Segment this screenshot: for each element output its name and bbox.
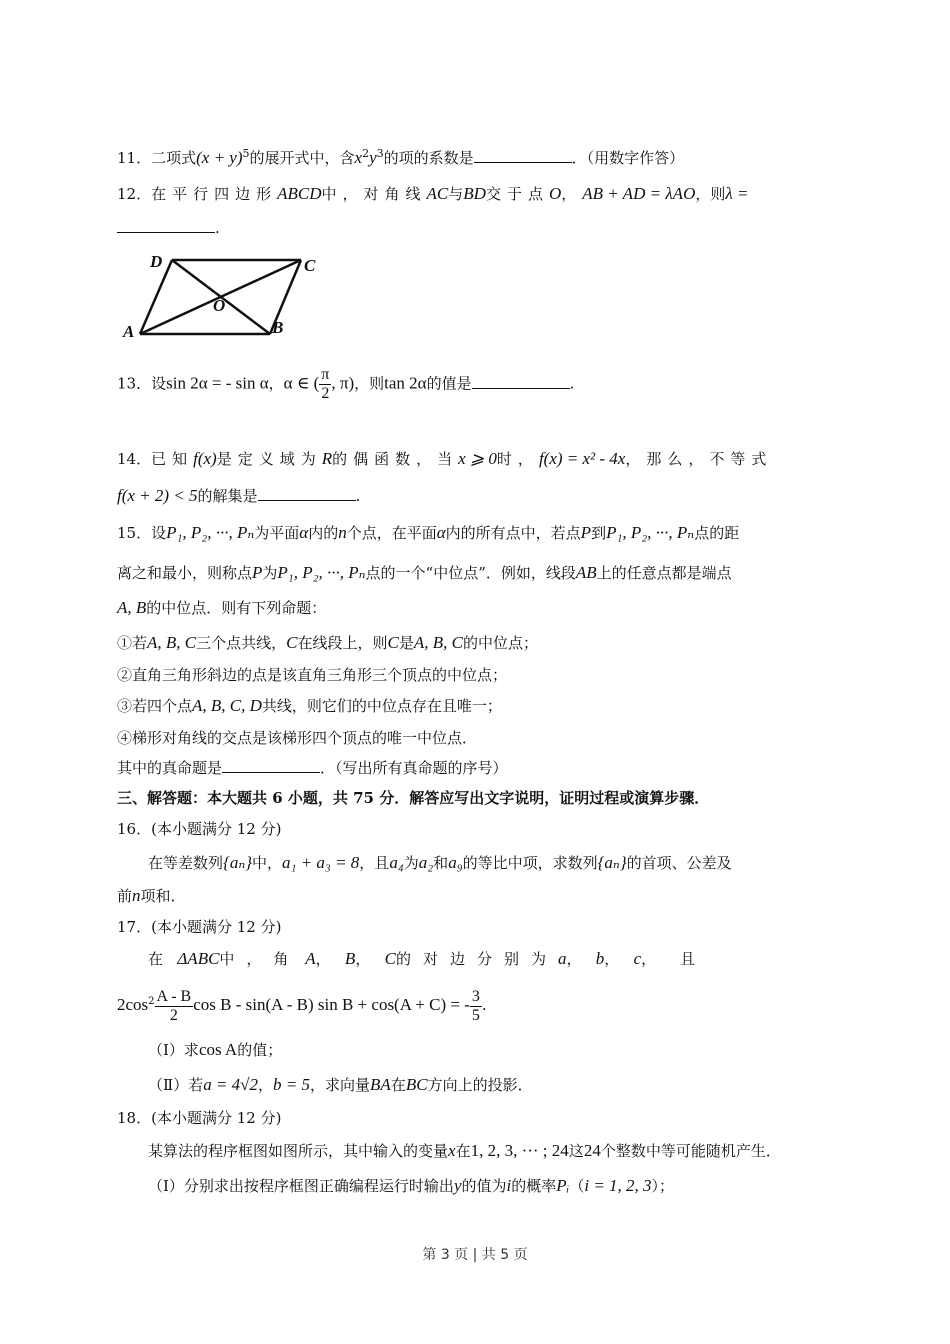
q16-eq: a₁ + a₃ = 8	[282, 853, 360, 872]
q17-score: (本小题满分 12 分)	[151, 918, 282, 936]
q17-part1	[148, 1039, 282, 1061]
prop-text: 共线，则它们的中位点存在且唯一；	[261, 697, 502, 715]
q18-range: 1, 2, 3, ··· ; 24	[470, 1141, 569, 1160]
q15-points3: P₁, P₂, ···, Pₙ	[277, 563, 366, 582]
q17-part2-b: b = 5	[273, 1075, 311, 1094]
q16-line2-text2: 项和．	[140, 887, 186, 905]
diagram-label-c: C	[304, 256, 316, 275]
q13-text3: ，则	[354, 374, 385, 393]
q17-part2	[148, 1074, 533, 1096]
q18-part1-label: （Ⅰ）分别求出按程序框图正确编程运行时输出	[148, 1177, 454, 1195]
q14-r: R	[321, 449, 333, 468]
q15-text7: 点的距	[694, 524, 740, 542]
q15-answer-text: 其中的真命题是	[117, 759, 223, 777]
q17-A: A	[305, 949, 316, 968]
q15-text4: 个点，在平面	[346, 524, 437, 542]
q13-text4: 的值是	[426, 374, 472, 393]
q17-part2-text2: 在	[390, 1076, 406, 1094]
q11-text3: 的项的系数是	[383, 149, 474, 167]
q15-text5: 内的所有点中，若点	[445, 524, 581, 542]
q15-points2: P₁, P₂, ···, Pₙ	[606, 523, 695, 542]
q18-y: y	[453, 1176, 462, 1195]
q17-text4: 且	[680, 950, 696, 968]
q11-x: x	[354, 148, 363, 167]
q15-line2-text3: 点的一个“中位点”．例如，线段	[365, 564, 576, 582]
q14-text2: 是定义域为	[216, 450, 322, 468]
q16-line2-text: 前	[117, 887, 133, 905]
q17-eq-pre: 2cos	[117, 995, 149, 1014]
q14-line2	[117, 484, 360, 507]
q13-alpha-in: α ∈ (	[283, 373, 320, 393]
q17-b: b	[595, 949, 605, 968]
q12-text5: ，	[561, 185, 577, 203]
q13-text: 设	[151, 374, 167, 393]
q12-bd: BD	[463, 184, 486, 203]
q14-text3: 的偶函数，当	[332, 450, 459, 468]
q17-part1-math: cos A	[198, 1040, 238, 1059]
q12-lambda: λ =	[725, 184, 749, 203]
q14-answer-blank[interactable]	[258, 484, 356, 501]
q17-c: c	[633, 949, 642, 968]
q11-binomial: (x + y)	[196, 148, 243, 167]
q15-line2	[117, 562, 732, 584]
q11-y-exp: 3	[376, 147, 384, 160]
q16-an: {aₙ}	[223, 853, 253, 872]
q15-answer-line	[117, 756, 508, 779]
diagram-label-o: O	[213, 296, 226, 315]
q12-answer-line	[117, 216, 220, 239]
q15-p2: P	[252, 563, 263, 582]
q16-text3: ，且	[359, 854, 390, 872]
q17-triangle: ΔABC	[177, 949, 220, 968]
q13-tan: tan 2α	[384, 373, 427, 393]
q18-text2: 在	[455, 1142, 471, 1160]
q18-part1-text4: ）；	[651, 1177, 675, 1195]
q15-alpha2: α	[436, 523, 446, 542]
q13-fraction	[319, 366, 331, 403]
q17-frac-num: A - B	[156, 987, 192, 1005]
q17-part2-ba: BA	[370, 1075, 391, 1094]
q13-end: .	[569, 374, 575, 393]
prop-text: 是	[398, 634, 414, 652]
q17-part2-label: （Ⅱ）若	[148, 1076, 204, 1094]
q17-equation	[117, 982, 487, 1025]
q12-text6: ，则	[695, 185, 726, 203]
question-13	[117, 366, 574, 403]
q15-alpha: α	[299, 523, 309, 542]
q17-frac-den: 2	[169, 1006, 178, 1024]
q14-condition: x ⩾ 0	[458, 449, 497, 468]
q17-eq-fraction	[155, 988, 194, 1025]
q18-part1-text3: （	[569, 1177, 585, 1195]
q17-a: a	[557, 949, 567, 968]
diagram-label-d: D	[150, 252, 163, 271]
q18-text4: 个整数中等可能随机产生．	[600, 1142, 781, 1160]
q11-number: 11．	[117, 149, 152, 167]
q15-line3-ab: A, B	[117, 598, 147, 617]
q15-prop-1	[117, 632, 538, 654]
q16-text6: 的等比中项，求数列	[462, 854, 598, 872]
q16-text: 在等差数列	[148, 854, 224, 872]
q18-part1-text2: 的概率	[511, 1177, 557, 1195]
q14-text6: 的解集是	[197, 487, 258, 505]
q17-eq-end: .	[481, 996, 487, 1014]
q15-line2-text4: 上的任意点都是端点	[596, 564, 732, 582]
q12-end: .	[215, 219, 220, 237]
parallelogram-diagram	[118, 250, 348, 354]
prop-math: C	[387, 633, 399, 652]
q13-comma: ，	[268, 374, 284, 393]
q17-part2-sep: ，	[258, 1076, 274, 1094]
q15-line2-text: 离之和最小，则称点	[117, 564, 253, 582]
q15-answer-blank[interactable]	[222, 756, 320, 773]
q14-fdef: f(x) = x² - 4x	[538, 449, 626, 468]
q16-body	[148, 852, 732, 874]
q18-icond: i = 1, 2, 3	[584, 1176, 652, 1195]
q14-inequality: f(x + 2) < 5	[117, 486, 198, 505]
q17-part2-bc: BC	[405, 1075, 428, 1094]
q18-x: x	[448, 1141, 456, 1160]
q17-eq-square: 2	[148, 996, 155, 1007]
q12-text2: 中，对角线	[321, 185, 427, 203]
q11-y: y	[369, 148, 377, 167]
q17-text2: 中，角	[219, 950, 301, 968]
q11-exponent: 5	[242, 147, 250, 160]
q17-rhs-fraction	[470, 988, 482, 1025]
q16-a2: a₂	[418, 853, 434, 872]
q15-line2-text2: 为	[262, 564, 278, 582]
q18-body	[148, 1140, 781, 1162]
q16-a9: a₉	[448, 853, 463, 872]
q15-text3: 内的	[308, 524, 339, 542]
section-3-heading: 三、解答题：本大题共 6 小题，共 75 分．解答应写出文字说明，证明过程或演算步骤．	[117, 789, 710, 807]
q13-equation: sin 2α = - sin α	[166, 373, 269, 393]
q13-frac-den: 2	[319, 384, 331, 403]
q15-text6: 到	[591, 524, 607, 542]
q15-prop-3	[117, 695, 502, 717]
q16-text2: 中，	[252, 854, 283, 872]
q17-part2-text3: 方向上的投影．	[427, 1076, 533, 1094]
prop-math: C	[286, 633, 298, 652]
question-14	[117, 448, 772, 470]
q16-number: 16．	[117, 820, 152, 838]
q15-n: n	[338, 523, 347, 542]
q18-part1-text: 的值为	[461, 1177, 507, 1195]
q12-ac: AC	[426, 184, 449, 203]
q11-text2: 的展开式中，含	[249, 149, 355, 167]
q17-C: C	[384, 949, 396, 968]
prop-math: A, B, C	[413, 633, 463, 652]
question-18-header	[117, 1107, 281, 1129]
q15-text: 设	[151, 524, 167, 542]
q18-number: 18．	[117, 1109, 152, 1127]
q15-text2: 为平面	[254, 524, 300, 542]
q12-number: 12．	[117, 185, 152, 203]
q11-x-exp: 2	[362, 147, 370, 160]
q18-part1	[148, 1175, 674, 1197]
q17-B: B	[344, 949, 356, 968]
q15-prop-2	[117, 664, 507, 686]
q14-end: .	[355, 487, 361, 505]
q14-text5: ，那么，不等式	[625, 450, 773, 468]
q17-part2-text: ，求向量	[310, 1076, 371, 1094]
q14-number: 14．	[117, 450, 152, 468]
question-17-header	[117, 916, 281, 938]
q17-text3: 的对边分别为	[395, 950, 558, 968]
q18-text3: 这	[568, 1142, 584, 1160]
q15-answer-text2: ．（写出所有真命题的序号）	[320, 759, 508, 777]
q12-answer-blank[interactable]	[117, 216, 215, 233]
q15-line3-text: 的中位点．则有下列命题：	[146, 599, 327, 617]
q18-text: 某算法的程序框图如图所示，其中输入的变量	[148, 1142, 449, 1160]
diagram-label-b: B	[272, 318, 284, 337]
q11-text4: ．（用数字作答）	[571, 149, 685, 167]
prop-text: 三个点共线，	[196, 634, 287, 652]
q13-number: 13．	[117, 374, 152, 393]
q17-rhs-den: 5	[471, 1006, 480, 1024]
q18-pi: Pᵢ	[556, 1176, 570, 1195]
q17-part2-a: a = 4√2	[203, 1075, 259, 1094]
prop-mark: ①	[117, 634, 133, 652]
q17-body: 在 ΔABC中，角 A， B， C的对边分别为a， b， c， 且	[148, 949, 696, 968]
q12-equation: AB + AD = λAO	[582, 184, 696, 203]
q17-part1-label: （Ⅰ）求	[148, 1041, 199, 1059]
q13-answer-blank[interactable]	[472, 372, 570, 389]
q14-text: 已知	[151, 450, 194, 468]
q12-abcd: ABCD	[277, 184, 322, 203]
diagram-label-a: A	[123, 322, 135, 341]
question-12	[117, 183, 748, 205]
q18-n24: 24	[583, 1141, 601, 1160]
q16-text5: 和	[433, 854, 449, 872]
q15-prop-4	[117, 727, 477, 749]
q15-ab: AB	[575, 563, 597, 582]
prop-mark: ④	[117, 729, 133, 747]
question-11	[117, 143, 684, 169]
q12-o: O	[548, 184, 562, 203]
prop-text: 直角三角形斜边的点是该直角三角形三个顶点的中位点；	[132, 666, 508, 684]
prop-text: 的中位点；	[462, 634, 538, 652]
q16-an2: {aₙ}	[597, 853, 627, 872]
q11-answer-blank[interactable]	[474, 146, 572, 163]
prop-mark: ③	[117, 697, 133, 715]
q11-text: 二项式	[151, 149, 197, 167]
q17-eq-mid: cos B - sin(A - B) sin B + cos(A + C) = -	[193, 995, 470, 1014]
q17-part1-text: 的值；	[237, 1041, 283, 1059]
q14-fx: f(x)	[193, 449, 217, 468]
prop-text: 梯形对角线的交点是该梯形四个顶点的唯一中位点．	[132, 729, 478, 747]
q16-score: (本小题满分 12 分)	[151, 820, 282, 838]
q15-points: P₁, P₂, ···, Pₙ	[166, 523, 255, 542]
q18-score: (本小题满分 12 分)	[151, 1109, 282, 1127]
prop-text: 若	[132, 634, 148, 652]
q17-rhs-num: 3	[471, 987, 480, 1005]
prop-text: 若四个点	[132, 697, 193, 715]
q16-n: n	[132, 886, 141, 905]
q12-text3: 与	[448, 185, 464, 203]
q12-text4: 交于点	[485, 185, 549, 203]
q16-text7: 的首项、公差及	[626, 854, 732, 872]
q17-number: 17．	[117, 918, 152, 936]
q16-line2	[117, 885, 186, 907]
q13-frac-num: π	[321, 366, 330, 383]
q18-i: i	[506, 1176, 512, 1195]
page-footer: 第 3 页 | 共 5 页	[422, 1247, 528, 1263]
question-15	[117, 522, 739, 544]
q14-text4: 时，	[496, 450, 539, 468]
q17-text: 在	[148, 950, 164, 968]
q15-line3	[117, 597, 326, 619]
q12-text: 在平行四边形	[151, 185, 278, 203]
prop-math: A, B, C	[147, 633, 197, 652]
q16-text4: 为	[403, 854, 419, 872]
q15-p: P	[580, 523, 592, 542]
prop-math: A, B, C, D	[192, 696, 262, 715]
question-16-header	[117, 818, 281, 840]
prop-text: 在线段上，则	[297, 634, 388, 652]
q16-a4: a₄	[389, 853, 404, 872]
prop-mark: ②	[117, 666, 133, 684]
q15-number: 15．	[117, 524, 152, 542]
q13-interval-end: , π)	[331, 373, 355, 393]
